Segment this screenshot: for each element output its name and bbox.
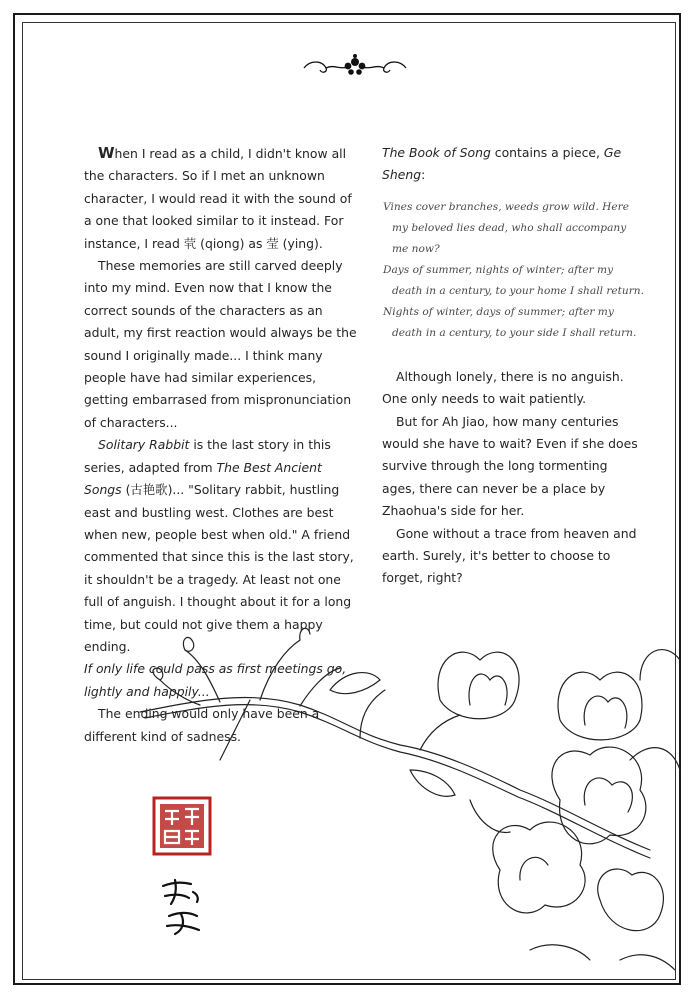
right-column: [382, 142, 644, 590]
paragraph-lonely: Although lonely, there is no anguish. One only needs to wait patiently.: [382, 368, 624, 407]
poem-line: Nights of winter, days of summer; after my death in a century, to your side I shall return.: [383, 305, 637, 339]
paragraph-memories: These memories are still carved deeply into my mind. Even now that I know the correct sounds of the characters as an adult, my first reaction would always be the sound I originally made... I think many people have had similar experiences, getting embarrased from mispronunciation of characters...: [84, 258, 357, 430]
left-column: [84, 142, 359, 748]
paragraph-solitary-rabbit: Solitary Rabbit is the last story in this series, adapted from The Best Ancient Songs (古艳歌)... "Solitary rabbit, hustling east and bustling west. Clothes are best when new, people best when old." A friend commented that since this is the last story, it shouldn't be a tragedy. At least not one full of anguish. I thought about it for a long time, but could not give them a happy ending. If only life could pass as first meetings go, lightly and happily...: [84, 437, 354, 699]
calligraphy-signature: [155, 872, 210, 942]
poem-block: [382, 197, 644, 344]
flourish-ornament-icon: [300, 50, 410, 80]
poem-line: Days of summer, nights of winter; after my death in a century, to your home I shall return.: [383, 263, 644, 297]
poem-line: Vines cover branches, weeds grow wild. Here my beloved lies dead, who shall accompany me now?: [383, 200, 629, 255]
paragraph-forget: Gone without a trace from heaven and earth. Surely, it's better to choose to forget, right?: [382, 525, 637, 586]
paragraph-ah-jiao: But for Ah Jiao, how many centuries would she have to wait? Even if she does survive through the long tormenting ages, there can never be a place by Zhaohua's side for her.: [382, 413, 638, 519]
paragraph-ending: The ending would only have been a different kind of sadness.: [84, 706, 320, 744]
paragraph-childhood: When I read as a child, I didn't know all the characters. So if I met an unknown character, I would read it with the sound of a one that looked similar to it instead. For instance, I read 茕 (qiong) as 莹 (ying).: [84, 144, 352, 251]
red-seal-stamp: [151, 795, 213, 857]
drop-cap: W: [98, 144, 115, 162]
poem-intro: The Book of Song contains a piece, Ge Sheng:: [382, 145, 622, 183]
